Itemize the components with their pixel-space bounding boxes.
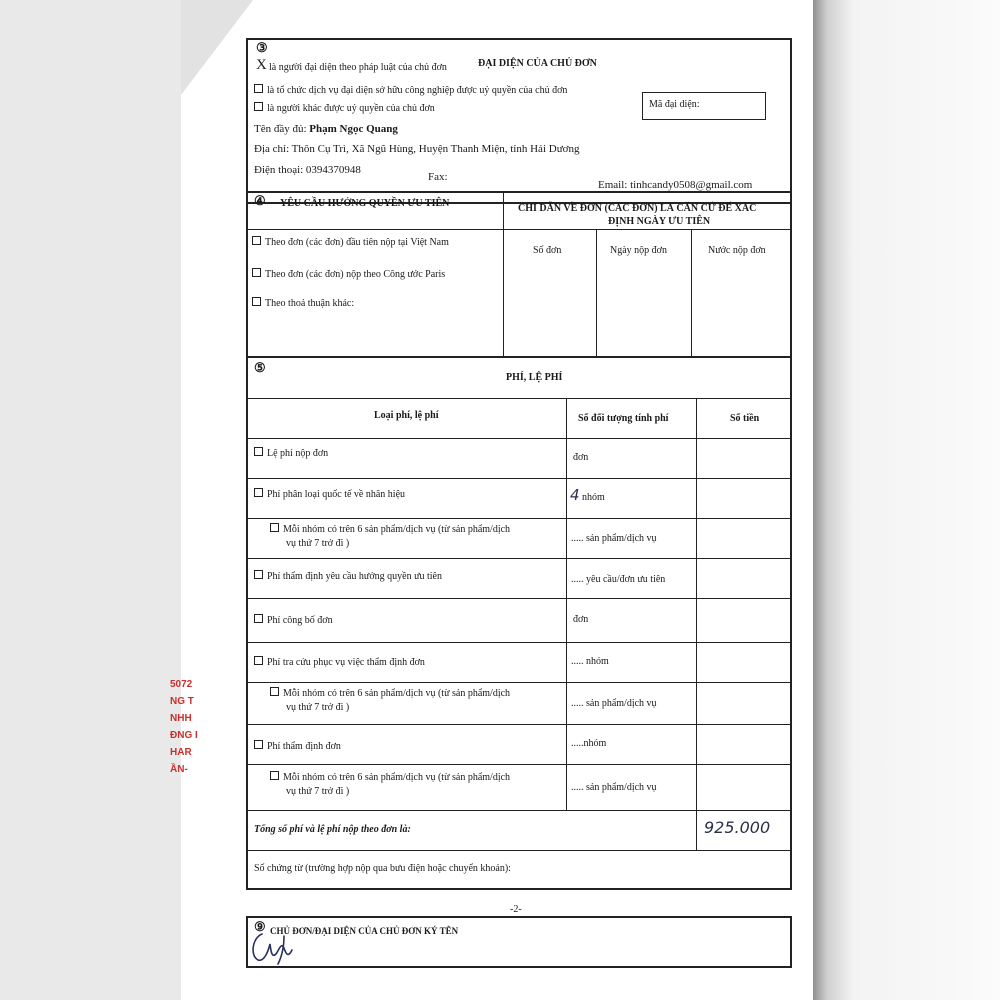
fees-title: PHÍ, LỆ PHÍ [506,372,563,383]
checkbox[interactable] [254,656,263,665]
divider [248,518,790,519]
fee-row-label: Phí tra cứu phục vụ việc thẩm định đơn [267,657,425,668]
priority-option-paris[interactable] [252,268,445,280]
checkbox[interactable] [254,570,263,579]
full-name-label: Tên đầy đủ: [254,123,307,135]
divider [248,682,790,683]
divider [248,642,790,643]
receipt-number-label: Số chứng từ (trường hợp nộp qua bưu điện hoặc chuyển khoản): [254,863,511,874]
signature-title: CHỦ ĐƠN/ĐẠI DIỆN CỦA CHỦ ĐƠN KÝ TÊN [270,926,459,936]
full-name-line [254,123,398,135]
col-filing-country: Nước nộp đơn [708,245,766,256]
rep-option-ip-agency[interactable] [254,84,567,96]
fee-row-count: ..... sản phẩm/dịch vụ [571,533,657,544]
divider [248,598,790,599]
divider [248,398,790,399]
fee-row-label-cont: vụ thứ 7 trở đi ) [286,702,350,713]
rep-option-legal: là người đại diện theo pháp luật của chủ đơn [269,62,447,73]
fee-row-count-unit: nhóm [582,492,605,503]
handwritten-count: 4 [570,486,580,504]
fee-row-classification[interactable] [254,488,405,500]
folded-corner [181,0,253,95]
checkbox[interactable] [254,740,263,749]
checkbox[interactable] [254,102,263,111]
fee-row-label: Mỗi nhóm có trên 6 sản phẩm/dịch vụ (từ sản phẩm/dịch [283,772,511,783]
checkbox[interactable] [254,614,263,623]
rep-code-box[interactable] [642,92,766,120]
rep-option-other[interactable] [254,102,435,114]
checkbox[interactable] [270,523,279,532]
fax-line: Fax: [428,171,448,183]
fee-row-count: ..... sản phẩm/dịch vụ [571,698,657,709]
divider [248,558,790,559]
checked-mark[interactable]: X [256,57,267,73]
fee-row-label: Lệ phí nộp đơn [267,448,329,459]
section-number: ⑤ [254,360,266,375]
side-print-line: NHH [170,713,192,724]
handwritten-signature [248,928,308,968]
section-number: ④ [254,193,266,208]
divider [248,478,790,479]
priority-right-title-2: ĐỊNH NGÀY ƯU TIÊN [608,216,711,227]
fee-row-label: Mỗi nhóm có trên 6 sản phẩm/dịch vụ (từ sản phẩm/dịch [283,688,511,699]
side-print-line: HAR [170,747,192,758]
divider [691,229,692,356]
fee-row-extra-products[interactable] [270,687,510,699]
checkbox[interactable] [252,236,261,245]
side-print-line: 5072 [170,679,193,690]
fee-row-count: ..... nhóm [571,656,609,667]
priority-option-other[interactable] [252,297,354,309]
fee-row-examination[interactable] [254,740,341,752]
fee-row-label: Phí phân loại quốc tế về nhãn hiệu [267,489,406,500]
fees-col-type: Loại phí, lệ phí [374,410,439,421]
total-value-handwritten: 925.000 [704,818,771,837]
checkbox[interactable] [270,771,279,780]
checkbox[interactable] [252,268,261,277]
fee-row-label: Mỗi nhóm có trên 6 sản phẩm/dịch vụ (từ sản phẩm/dịch [283,524,511,535]
side-print-line: NG T [170,696,194,707]
divider [248,850,790,851]
fee-row-label: Phí thẩm định đơn [267,741,341,752]
email-line: Email: tinhcandy0508@gmail.com [598,179,753,191]
fee-row-label-cont: vụ thứ 7 trở đi ) [286,786,350,797]
phone-line: Điện thoại: 0394370948 [254,164,361,176]
section-number: ⑨ [254,919,266,934]
fee-row-priority-exam[interactable] [254,570,442,582]
address-line: Địa chỉ: Thôn Cụ Trì, Xã Ngũ Hùng, Huyện Thanh Miện, tỉnh Hải Dương [254,143,580,155]
side-print-line: ẦN- [170,764,188,775]
fee-row-count: ..... yêu cầu/đơn ưu tiên [571,574,666,585]
section-4-priority [246,191,792,358]
section-5-fees [246,356,792,890]
fee-row-publication[interactable] [254,614,333,626]
fee-row-search[interactable] [254,656,425,668]
col-application-number: Số đơn [533,245,562,256]
priority-option-label: Theo đơn (các đơn) đầu tiên nộp tại Việt Nam [265,237,449,248]
page-edge-shadow [813,0,1000,1000]
priority-right-title: CHỈ DẪN VỀ ĐƠN (CÁC ĐƠN) LÀ CĂN CỨ ĐỂ XÁC [518,203,757,214]
divider [248,438,790,439]
fee-row-label: Phí công bố đơn [267,615,333,626]
fees-col-count: Số đối tượng tính phí [578,413,669,424]
fee-row-extra-products[interactable] [270,523,510,535]
full-name-value: Phạm Ngọc Quang [309,123,398,135]
rep-code-label: Mã đại diện: [649,99,700,110]
fee-row-count: đơn [573,614,589,625]
side-print-line: ĐNG I [170,730,198,741]
divider [248,229,790,230]
divider [696,398,697,850]
total-label: Tổng số phí và lệ phí nộp theo đơn là: [254,824,411,835]
fees-col-amount: Số tiền [730,413,760,424]
section-number: ③ [256,40,268,55]
fee-row-count: .....nhóm [571,738,607,749]
fee-row-count [570,486,605,504]
fee-row-label: Phí thẩm định yêu cầu hưởng quyền ưu tiên [267,571,442,582]
checkbox[interactable] [254,447,263,456]
rep-option-label: là người khác được uỷ quyền của chủ đơn [267,103,435,114]
divider [248,724,790,725]
col-filing-date: Ngày nộp đơn [610,245,667,256]
section-3-representative [246,38,792,204]
checkbox[interactable] [254,488,263,497]
fee-row-count: ..... sản phẩm/dịch vụ [571,782,657,793]
priority-option-label: Theo thoả thuận khác: [265,298,355,309]
priority-option-vn[interactable] [252,236,449,248]
rep-option-label: là tổ chức dịch vụ đại diện sở hữu công nghiệp được uỷ quyền của chủ đơn [267,85,568,96]
page-number: -2- [510,904,522,915]
divider [248,810,790,811]
divider [596,229,597,356]
side-stamp-print [170,676,210,778]
section-9-signature [246,916,792,968]
fee-row-filing[interactable] [254,447,328,459]
fee-row-label-cont: vụ thứ 7 trở đi ) [286,538,350,549]
fee-row-extra-products[interactable] [270,771,510,783]
divider [248,764,790,765]
checkbox[interactable] [252,297,261,306]
priority-left-title: YÊU CẦU HƯỞNG QUYỀN ƯU TIÊN [280,198,450,209]
divider [503,193,504,356]
priority-option-label: Theo đơn (các đơn) nộp theo Công ước Paris [265,269,446,280]
section-title: ĐẠI DIỆN CỦA CHỦ ĐƠN [478,58,597,69]
checkbox[interactable] [254,84,263,93]
divider [566,398,567,810]
fee-row-count: đơn [573,452,589,463]
checkbox[interactable] [270,687,279,696]
